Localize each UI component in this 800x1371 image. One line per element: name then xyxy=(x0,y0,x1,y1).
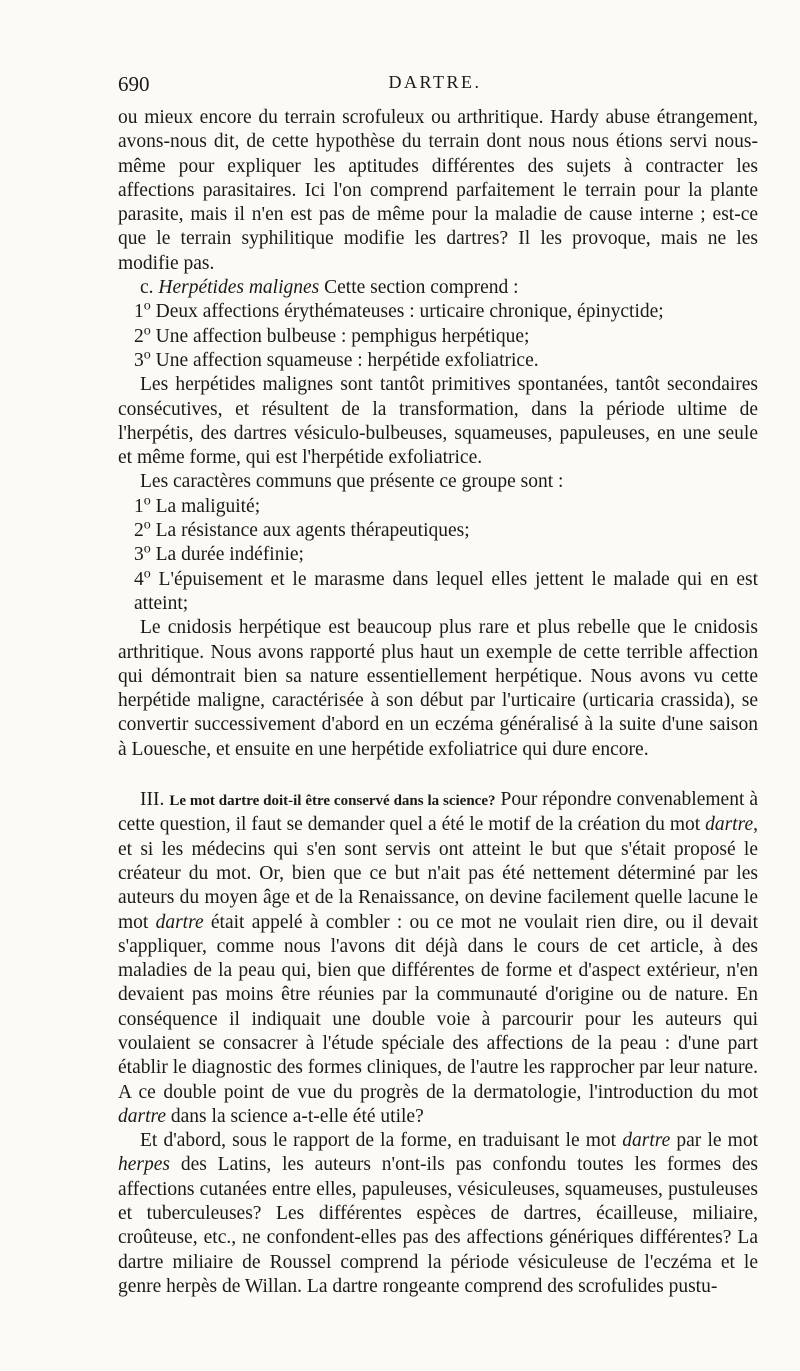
list-num: 3 xyxy=(134,349,144,371)
section-iii-heading: Le mot dartre doit-il être conservé dans la science? xyxy=(169,793,496,810)
body-text xyxy=(118,106,758,1299)
section-c-title: Herpétides malignes xyxy=(158,277,320,299)
list-item: 2$^o$ La résistance aux agents thérapeutiques; xyxy=(134,517,470,542)
page-number: 690 xyxy=(118,72,150,96)
term-dartre: dartre xyxy=(705,814,754,836)
list-num: 1 xyxy=(134,495,144,517)
list-item: 2$^o$ Une affection bulbeuse : pemphigus herpétique; xyxy=(134,323,530,347)
paragraph-cnidosis: Le cnidosis herpétique est beaucoup plus rare et plus rebelle que le cnidosis arthritique. Nous avons rapporté plus haut un exemple de cette terrible affection qui démontrait bien sa nature essentiellement herpétique. Nous avons vu cette herpétide maligne, caractérisée à son début par l'urticaire (urticaria crassida), se convertir successivement d'abord en un eczéma généralisé à la suite d'une saison à Louesche, et ensuite en une herpétide exfoliatrice qui dure encore. xyxy=(118,617,758,760)
list-num: 4 xyxy=(134,568,144,590)
page-header xyxy=(118,72,752,100)
list-item: 3$^o$ Une affection squameuse : herpétide exfoliatrice. xyxy=(134,347,539,371)
term-dartre: dartre xyxy=(118,1105,167,1127)
list-item: 4$^o$ L'épuisement et le marasme dans lequel elles jettent le malade qui en est atteint; xyxy=(134,566,758,614)
forme-text-c: des Latins, les auteurs n'ont-ils pas confondu toutes les formes des affections cutanées entre elles, papuleuses, vésiculeuses, squameuses, pustuleuses et tuberculeuses? Les différentes espèces de dartres, écailleuse, miliaire, croûteuse, etc., ne confondent-elles pas des affections génériques différentes? La dartre miliaire de Roussel comprend la période vésiculeuse de l'eczéma et le genre herpès de Willan. La dartre rongeante comprend des scrofulides pustu- xyxy=(118,1154,758,1297)
section-iii xyxy=(118,788,758,1129)
list-text: Deux affections érythémateuses : urticaire chronique, épinyctide; xyxy=(150,301,664,323)
section-gap xyxy=(118,762,758,788)
paragraph-forme xyxy=(118,1129,758,1299)
paragraph-terrain: ou mieux encore du terrain scrofuleux ou arthritique. Hardy abuse étrangement, avons-nous dit, de cette hypothèse du terrain dont nous nous étions servi nous-même pour expliquer les aptitudes différentes des sujets à contracter les affections parasitaires. Ici l'on comprend parfaitement le terrain pour la plante parasite, mais il n'en est pas de même pour la maladie de cause interne ; est-ce que le terrain syphilitique modifie les dartres? Il les provoque, mais ne les modifie pas. xyxy=(118,107,758,274)
section-iii-text-a: Pour répondre convenablement à cette question, il faut se demander quel a été le motif de la création du mot xyxy=(118,789,759,836)
forme-text-a: Et d'abord, sous le rapport de la forme, en traduisant le mot xyxy=(140,1130,623,1152)
list-item: 1$^o$ La maliguité; xyxy=(134,493,261,517)
list-text: Une affection squameuse : herpétide exfoliatrice. xyxy=(150,349,539,371)
term-herpes: herpes xyxy=(118,1154,170,1176)
section-iii-number: III. xyxy=(140,789,165,811)
term-dartre: dartre xyxy=(622,1130,671,1152)
running-title: DARTRE. xyxy=(388,72,482,92)
paragraph-caracteres: Les caractères communs que présente ce groupe sont : xyxy=(140,471,564,493)
list-item: 3$^o$ La durée indéfinie; xyxy=(134,541,304,566)
forme-text-b: par le mot xyxy=(670,1130,758,1152)
section-iii-text-c: était appelé à combler : ou ce mot ne voulait rien dire, ou il devait s'appliquer, comme nous l'avons dit déjà dans le cours de cet article, à des maladies de la peau qui, bien que différentes de forme et d'aspect extérieur, n'en devaient pas moins être réunies par la communauté d'origine ou de nature. En conséquence il indiquait une double voie à parcourir pour les auteurs qui voulaient se consacrer à l'étude spéciale des affections de la peau : d'une part établir le diagnostic des formes cliniques, de l'autre les rapprocher par leur nature. A ce double point de vue du progrès de la dermatologie, l'introduction du mot xyxy=(118,911,758,1103)
section-iii-text-b: , et si les médecins qui s'en sont servis ont atteint le but que s'était proposé le créateur du mot. Or, bien que ce but n'ait pas été nettement déterminé par les auteurs du moyen âge et de la Renaissance, on devine facilement quelle lacune le mot xyxy=(118,814,758,933)
list-text: La durée indéfinie; xyxy=(150,544,304,566)
paragraph-herpetides: Les herpétides malignes sont tantôt primitives spontanées, tantôt secondaires consécutives, et résultent de la transformation, dans la période ultime de l'herpétis, des dartres vésiculo-bulbeuses, squameuses, papuleuses, en une seule et même forme, qui est l'herpétide exfoliatrice. xyxy=(118,374,758,469)
list-text: Une affection bulbeuse : pemphigus herpétique; xyxy=(150,325,530,347)
section-iii-text-d: dans la science a-t-elle été utile? xyxy=(166,1105,424,1127)
section-c-text: Cette section comprend : xyxy=(319,277,519,299)
list-text: La résistance aux agents thérapeutiques; xyxy=(150,520,470,542)
list-item: 1$^o$ Deux affections érythémateuses : urticaire chronique, épinyctide; xyxy=(134,298,664,323)
list-text: L'épuisement et le marasme dans lequel elles jettent le malade qui en est atteint; xyxy=(134,568,758,614)
section-c-heading xyxy=(118,276,758,300)
section-c-label: c. xyxy=(140,277,154,299)
list-num: 2 xyxy=(134,520,144,542)
list-num: 2 xyxy=(134,325,144,347)
term-dartre: dartre xyxy=(155,911,204,933)
list-num: 3 xyxy=(134,544,144,566)
list-num: 1 xyxy=(134,301,144,323)
list-text: La maliguité; xyxy=(150,495,261,517)
